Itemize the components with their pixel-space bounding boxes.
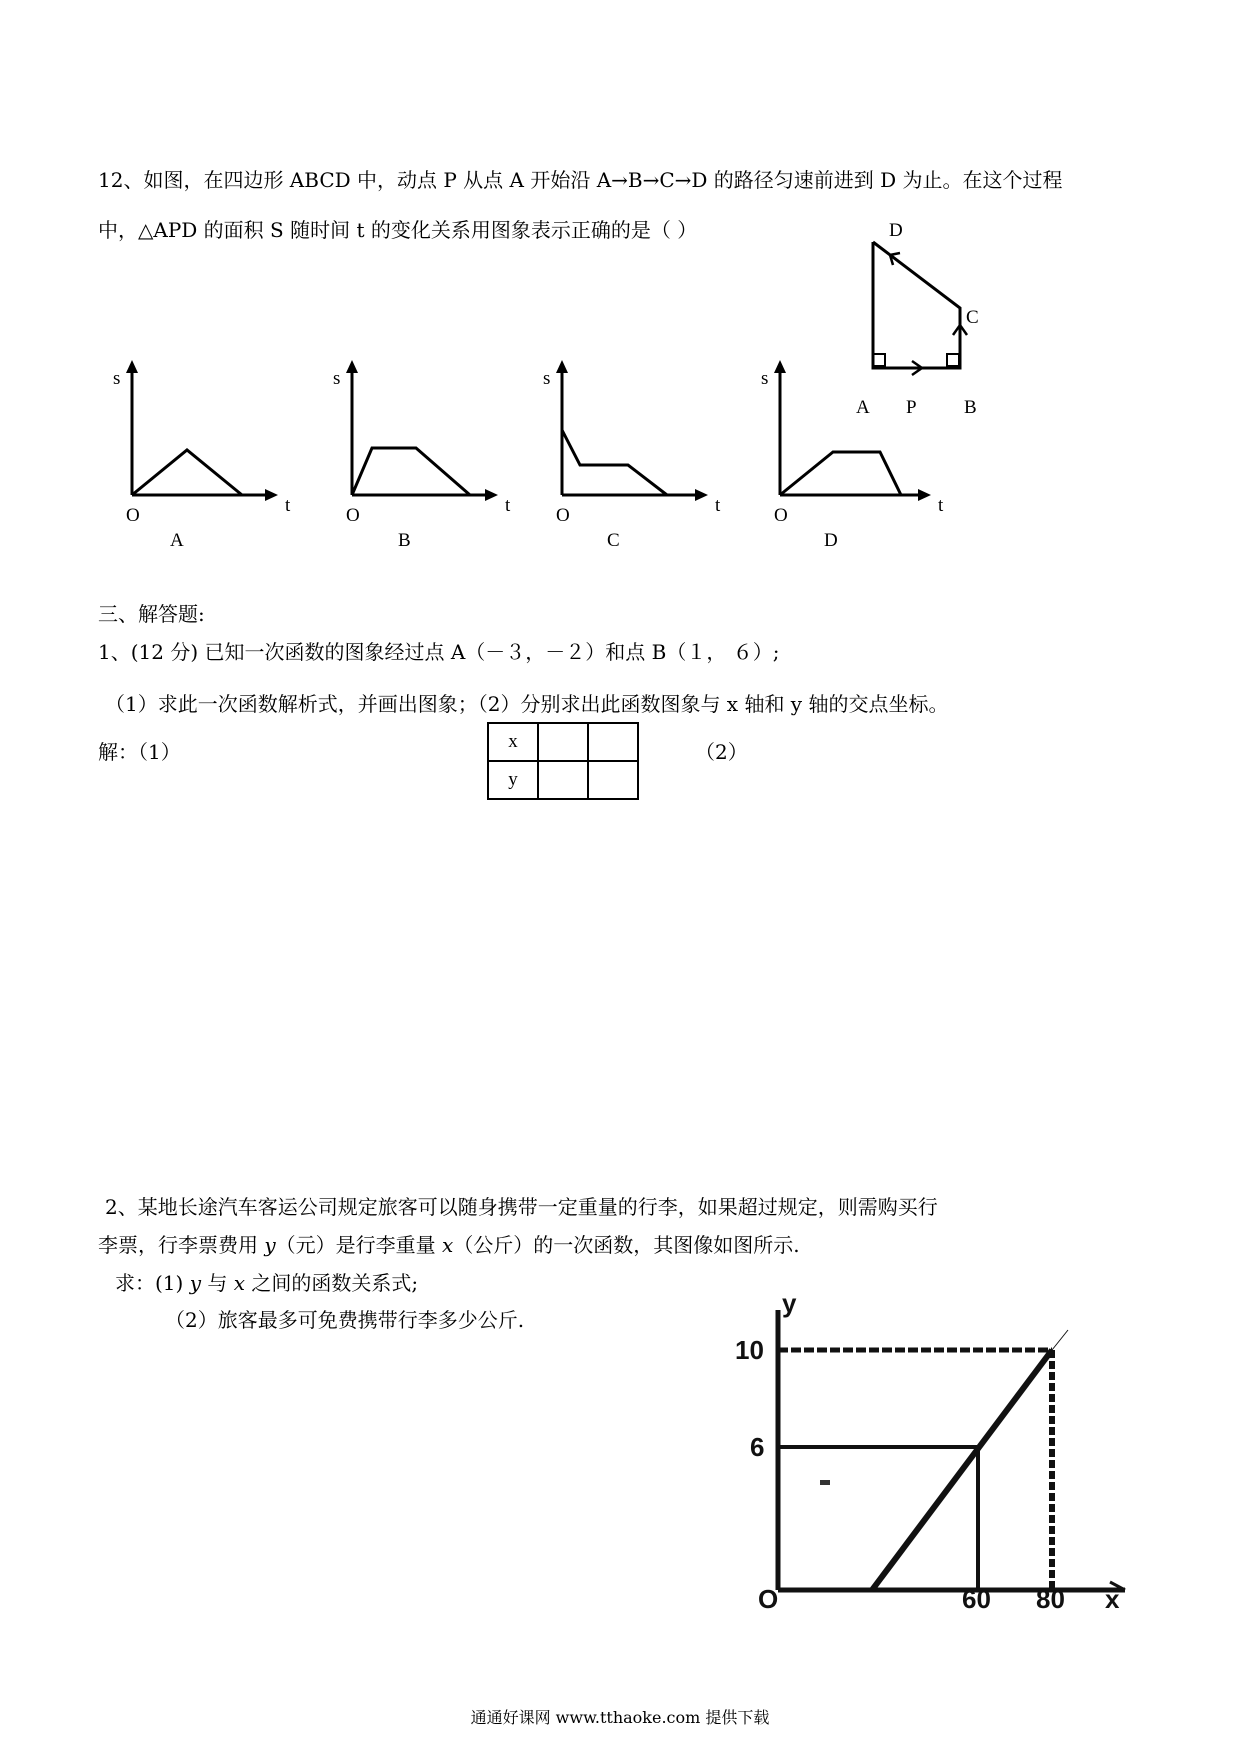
- q2-ask1: [115, 1271, 418, 1295]
- footer-credit: 通通好课网 www.tthaoke.com 提供下载: [470, 1708, 770, 1727]
- q2-line2: [98, 1233, 800, 1257]
- graph-b-t: t: [505, 495, 511, 516]
- q2-var-y: y: [264, 1233, 276, 1257]
- graph-x-tick-60: 60: [962, 1584, 991, 1614]
- option-d-label: D: [824, 530, 838, 551]
- graph-b-s: s: [333, 368, 341, 389]
- table-cell[interactable]: [538, 761, 588, 799]
- option-c-label: C: [607, 530, 620, 551]
- q2-ask-y: y: [189, 1271, 201, 1295]
- q2-ask-c: 之间的函数关系式;: [245, 1271, 419, 1295]
- graph-b-origin: O: [346, 505, 360, 526]
- graph-a-origin: O: [126, 505, 140, 526]
- q2-line1: 2、某地长途汽车客运公司规定旅客可以随身携带一定重量的行李，如果超过规定，则需购买行: [105, 1195, 938, 1219]
- graph-y-tick-10: 10: [735, 1335, 764, 1365]
- q2-ask-b: 与: [201, 1271, 234, 1295]
- q2-var-x: x: [442, 1233, 454, 1257]
- graph-x-axis-label: x: [1105, 1584, 1120, 1614]
- q2-ask2: （2）旅客最多可免费携带行李多少公斤.: [165, 1308, 525, 1332]
- scan-speck: [820, 1480, 830, 1485]
- q2-line2-b: （元）是行李重量: [275, 1233, 443, 1257]
- table-cell[interactable]: [588, 723, 638, 761]
- q2-line2-a: 李票，行李票费用: [98, 1233, 265, 1257]
- fee-function-line: [872, 1350, 1052, 1590]
- q1-stem: 1、(12 分) 已知一次函数的图象经过点 A（－３，－２）和点 B（１， ６）;: [98, 640, 780, 664]
- luggage-fee-graph: [700, 1288, 1140, 1614]
- graph-origin: O: [758, 1584, 779, 1614]
- q2-line2-c: （公斤）的一次函数，其图像如图所示.: [453, 1233, 800, 1257]
- q1-answer-label: 解：（1）: [98, 740, 181, 764]
- table-y-header: y: [488, 761, 538, 799]
- option-b-label: B: [398, 530, 411, 551]
- quad-label-c: C: [966, 307, 979, 328]
- graph-c-t: t: [715, 495, 721, 516]
- quad-label-p: P: [906, 397, 917, 418]
- quad-label-a: A: [856, 397, 870, 418]
- graph-c-origin: O: [556, 505, 570, 526]
- graph-a-s: s: [113, 368, 121, 389]
- graph-a-t: t: [285, 495, 291, 516]
- right-angle-mark-b: [947, 354, 959, 366]
- q2-ask-x: x: [233, 1271, 245, 1295]
- option-graph-d: [768, 360, 938, 505]
- quad-label-b: B: [964, 397, 977, 418]
- graph-c-s: s: [543, 368, 551, 389]
- option-graph-c: [550, 360, 710, 505]
- graph-d-origin: O: [774, 505, 788, 526]
- quad-label-d: D: [889, 220, 903, 241]
- section3-heading: 三、解答题:: [98, 602, 205, 626]
- option-a-label: A: [170, 530, 184, 551]
- graph-d-t: t: [938, 495, 944, 516]
- table-cell[interactable]: [538, 723, 588, 761]
- xy-value-table: [487, 722, 639, 800]
- option-graph-a: [120, 360, 280, 505]
- table-x-header: x: [488, 723, 538, 761]
- graph-d-s: s: [761, 368, 769, 389]
- option-graph-b: [340, 360, 500, 505]
- q1-parts: （1）求此一次函数解析式，并画出图象；（2）分别求出此函数图象与 x 轴和 y 轴的交点坐标。: [105, 692, 949, 716]
- graph-x-tick-80: 80: [1036, 1584, 1065, 1614]
- graph-y-tick-6: 6: [750, 1432, 765, 1462]
- table-cell[interactable]: [588, 761, 638, 799]
- q12-line1: 12、如图，在四边形 ABCD 中，动点 P 从点 A 开始沿 A→B→C→D 的路径匀速前进到 D 为止。在这个过程: [98, 168, 1063, 192]
- q12-line2: 中，△APD 的面积 S 随时间 t 的变化关系用图象表示正确的是（ ）: [98, 218, 698, 242]
- q2-ask-a: 求：(1): [115, 1271, 190, 1295]
- graph-y-axis-label: y: [782, 1288, 797, 1318]
- q1-part2-label: （2）: [695, 740, 748, 764]
